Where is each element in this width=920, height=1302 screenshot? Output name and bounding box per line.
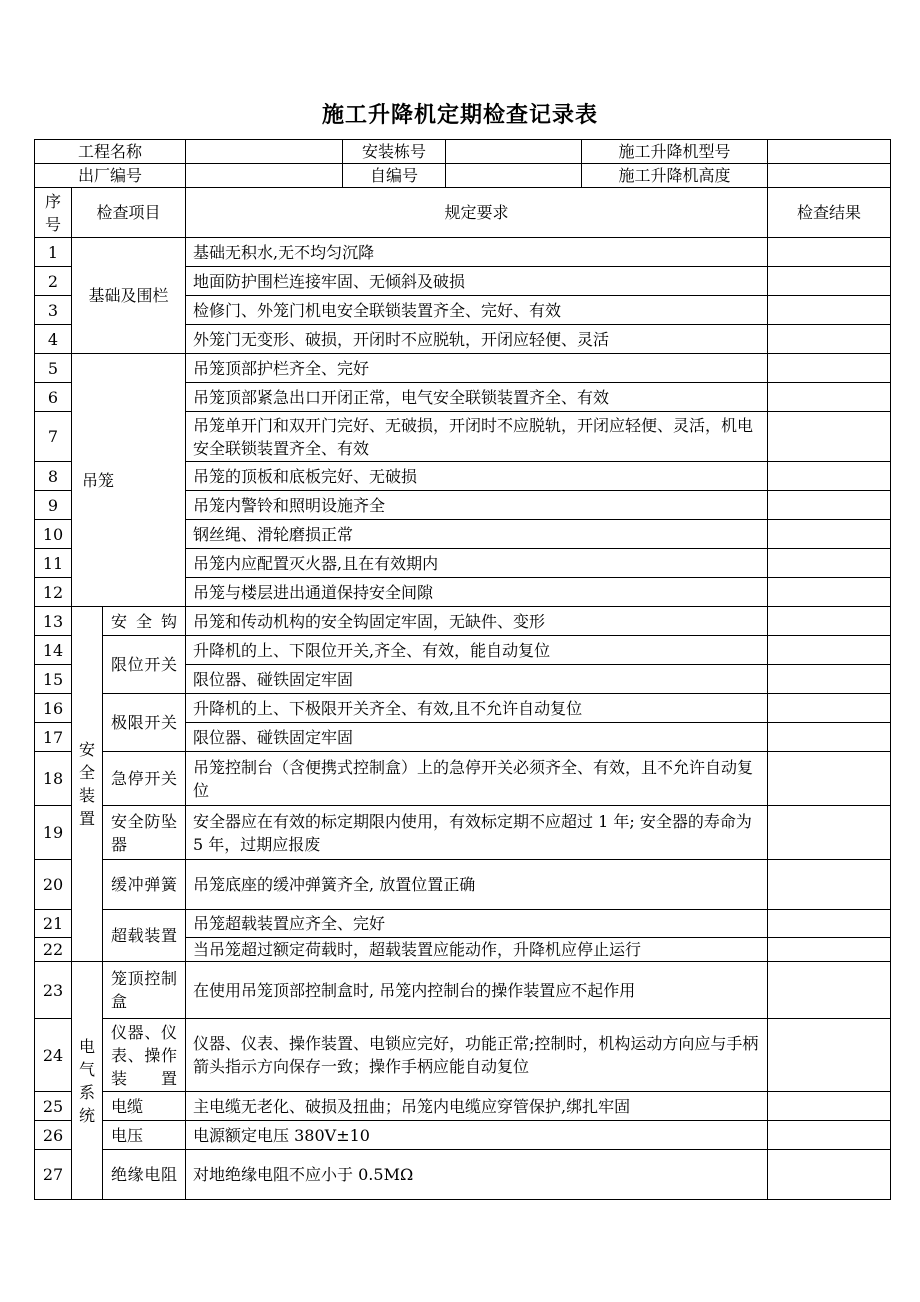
row-no: 10 — [35, 520, 72, 549]
row-no: 2 — [35, 267, 72, 296]
group-cage: 吊笼 — [72, 354, 186, 607]
row-no: 11 — [35, 549, 72, 578]
result-cell[interactable] — [768, 962, 891, 1019]
table-row — [35, 806, 891, 860]
result-cell[interactable] — [768, 412, 891, 462]
table-row — [35, 238, 891, 267]
result-cell[interactable] — [768, 325, 891, 354]
row-no: 15 — [35, 665, 72, 694]
table-row — [35, 860, 891, 910]
row-no: 4 — [35, 325, 72, 354]
requirement-text: 仪器、仪表、操作装置、电锁应完好，功能正常;控制时，机构运动方向应与手柄箭头指示方向保存一致；操作手柄应能自动复位 — [186, 1019, 768, 1092]
requirement-text: 基础无积水,无不均匀沉降 — [186, 238, 768, 267]
subitem-roof-control: 笼顶控制盒 — [103, 962, 186, 1019]
requirement-text: 限位器、碰铁固定牢固 — [186, 723, 768, 752]
table-row — [35, 694, 891, 723]
page-title: 施工升降机定期检查记录表 — [321, 103, 598, 128]
row-no: 9 — [35, 491, 72, 520]
group-electrical: 电气系统 — [72, 962, 103, 1200]
result-cell[interactable] — [768, 1121, 891, 1150]
info-row-2 — [35, 164, 891, 188]
requirement-text: 在使用吊笼顶部控制盒时, 吊笼内控制台的操作装置应不起作用 — [186, 962, 768, 1019]
subitem-final-limit-switch: 极限开关 — [103, 694, 186, 752]
row-no: 7 — [35, 412, 72, 462]
group-safety: 安全装置 — [72, 607, 103, 962]
height-label: 施工升降机高度 — [582, 164, 768, 188]
subitem-voltage: 电压 — [103, 1121, 186, 1150]
row-no: 20 — [35, 860, 72, 910]
header-seq: 序号 — [35, 188, 72, 238]
result-cell[interactable] — [768, 860, 891, 910]
row-no: 14 — [35, 636, 72, 665]
self-no-label: 自编号 — [343, 164, 446, 188]
result-cell[interactable] — [768, 1092, 891, 1121]
result-cell[interactable] — [768, 806, 891, 860]
group-foundation: 基础及围栏 — [72, 238, 186, 354]
row-no: 3 — [35, 296, 72, 325]
row-no: 19 — [35, 806, 72, 860]
result-cell[interactable] — [768, 694, 891, 723]
table-row — [35, 354, 891, 383]
requirement-text: 钢丝绳、滑轮磨损正常 — [186, 520, 768, 549]
row-no: 5 — [35, 354, 72, 383]
row-no: 27 — [35, 1150, 72, 1200]
inspection-table — [34, 139, 891, 1200]
result-cell[interactable] — [768, 267, 891, 296]
row-no: 22 — [35, 938, 72, 962]
result-cell[interactable] — [768, 520, 891, 549]
subitem-insulation: 绝缘电阻 — [103, 1150, 186, 1200]
header-item: 检查项目 — [72, 188, 186, 238]
result-cell[interactable] — [768, 549, 891, 578]
result-cell[interactable] — [768, 491, 891, 520]
result-cell[interactable] — [768, 1019, 891, 1092]
row-no: 26 — [35, 1121, 72, 1150]
table-row — [35, 636, 891, 665]
row-no: 6 — [35, 383, 72, 412]
requirement-text: 检修门、外笼门机电安全联锁装置齐全、完好、有效 — [186, 296, 768, 325]
table-row — [35, 1150, 891, 1200]
result-cell[interactable] — [768, 665, 891, 694]
result-cell[interactable] — [768, 238, 891, 267]
table-row — [35, 1019, 891, 1092]
row-no: 12 — [35, 578, 72, 607]
table-row — [35, 752, 891, 806]
result-cell[interactable] — [768, 462, 891, 491]
requirement-text: 吊笼内应配置灭火器,且在有效期内 — [186, 549, 768, 578]
result-cell[interactable] — [768, 296, 891, 325]
requirement-text: 地面防护围栏连接牢固、无倾斜及破损 — [186, 267, 768, 296]
header-result: 检查结果 — [768, 188, 891, 238]
subitem-limit-switch: 限位开关 — [103, 636, 186, 694]
self-no-field[interactable] — [446, 164, 582, 188]
requirement-text: 对地绝缘电阻不应小于 0.5MΩ — [186, 1150, 768, 1200]
requirement-text: 吊笼顶部紧急出口开闭正常，电气安全联锁装置齐全、有效 — [186, 383, 768, 412]
subitem-emergency-stop: 急停开关 — [103, 752, 186, 806]
requirement-text: 外笼门无变形、破损，开闭时不应脱轨，开闭应轻便、灵活 — [186, 325, 768, 354]
row-no: 23 — [35, 962, 72, 1019]
requirement-text: 吊笼的顶板和底板完好、无破损 — [186, 462, 768, 491]
requirement-text: 安全器应在有效的标定期限内使用，有效标定期不应超过 1 年; 安全器的寿命为 5 年，过期应报废 — [186, 806, 768, 860]
subitem-hook: 安全钩 — [103, 607, 186, 636]
project-name-field[interactable] — [186, 140, 343, 164]
subitem-instruments: 仪器、仪表、操作装置 — [103, 1019, 186, 1092]
row-no: 25 — [35, 1092, 72, 1121]
model-label: 施工升降机型号 — [582, 140, 768, 164]
subitem-cable: 电缆 — [103, 1092, 186, 1121]
requirement-text: 吊笼与楼层进出通道保持安全间隙 — [186, 578, 768, 607]
requirement-text: 吊笼和传动机构的安全钩固定牢固，无缺件、变形 — [186, 607, 768, 636]
factory-no-field[interactable] — [186, 164, 343, 188]
row-no: 8 — [35, 462, 72, 491]
install-building-field[interactable] — [446, 140, 582, 164]
table-row — [35, 962, 891, 1019]
result-cell[interactable] — [768, 910, 891, 938]
result-cell[interactable] — [768, 1150, 891, 1200]
model-field[interactable] — [768, 140, 891, 164]
row-no: 17 — [35, 723, 72, 752]
header-requirement: 规定要求 — [186, 188, 768, 238]
result-cell[interactable] — [768, 723, 891, 752]
requirement-text: 电源额定电压 380V±10 — [186, 1121, 768, 1150]
header-row — [35, 188, 891, 238]
requirement-text: 升降机的上、下限位开关,齐全、有效，能自动复位 — [186, 636, 768, 665]
project-name-label: 工程名称 — [35, 140, 186, 164]
height-field[interactable] — [768, 164, 891, 188]
table-row — [35, 1121, 891, 1150]
factory-no-label: 出厂编号 — [35, 164, 186, 188]
result-cell[interactable] — [768, 578, 891, 607]
result-cell[interactable] — [768, 636, 891, 665]
requirement-text: 限位器、碰铁固定牢固 — [186, 665, 768, 694]
row-no: 16 — [35, 694, 72, 723]
requirement-text: 主电缆无老化、破损及扭曲；吊笼内电缆应穿管保护,绑扎牢固 — [186, 1092, 768, 1121]
requirement-text: 吊笼顶部护栏齐全、完好 — [186, 354, 768, 383]
table-row — [35, 910, 891, 938]
result-cell[interactable] — [768, 607, 891, 636]
row-no: 24 — [35, 1019, 72, 1092]
requirement-text: 当吊笼超过额定荷载时，超载装置应能动作，升降机应停止运行 — [186, 938, 768, 962]
result-cell[interactable] — [768, 354, 891, 383]
result-cell[interactable] — [768, 938, 891, 962]
requirement-text: 吊笼单开门和双开门完好、无破损，开闭时不应脱轨，开闭应轻便、灵活，机电安全联锁装置齐全、有效 — [186, 412, 768, 462]
subitem-overload: 超载装置 — [103, 910, 186, 962]
requirement-text: 吊笼超载装置应齐全、完好 — [186, 910, 768, 938]
row-no: 13 — [35, 607, 72, 636]
subitem-buffer-spring: 缓冲弹簧 — [103, 860, 186, 910]
row-no: 21 — [35, 910, 72, 938]
result-cell[interactable] — [768, 383, 891, 412]
table-row — [35, 1092, 891, 1121]
install-building-label: 安装栋号 — [343, 140, 446, 164]
requirement-text: 升降机的上、下极限开关齐全、有效,且不允许自动复位 — [186, 694, 768, 723]
requirement-text: 吊笼内警铃和照明设施齐全 — [186, 491, 768, 520]
requirement-text: 吊笼控制台（含便携式控制盒）上的急停开关必须齐全、有效，且不允许自动复位 — [186, 752, 768, 806]
row-no: 18 — [35, 752, 72, 806]
table-row — [35, 607, 891, 636]
subitem-fall-arrester: 安全防坠器 — [103, 806, 186, 860]
requirement-text: 吊笼底座的缓冲弹簧齐全, 放置位置正确 — [186, 860, 768, 910]
info-row-1 — [35, 140, 891, 164]
result-cell[interactable] — [768, 752, 891, 806]
row-no: 1 — [35, 238, 72, 267]
